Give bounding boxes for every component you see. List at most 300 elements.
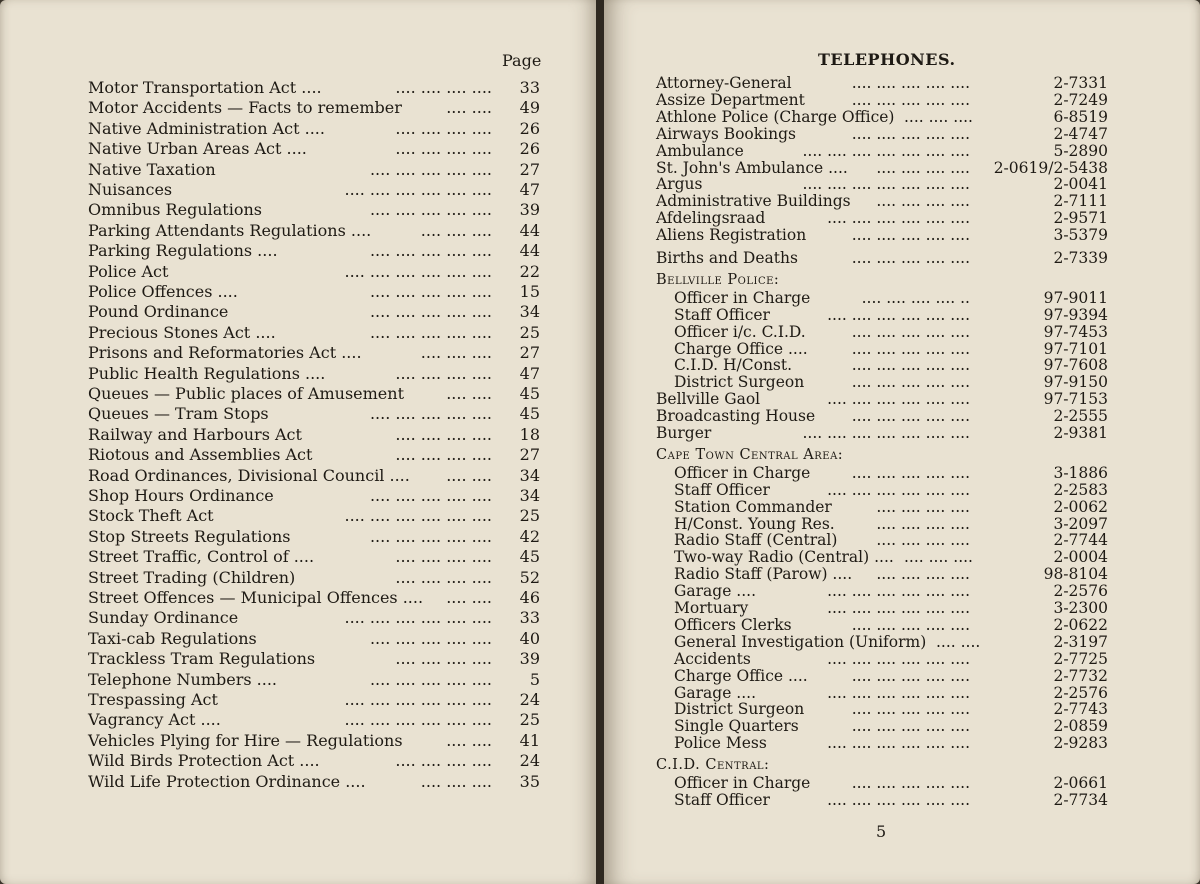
index-entry (88, 119, 540, 139)
telephone-entry-name: Charge Office .... (674, 666, 808, 685)
index-entry-leader: .... .... .... .... .... (369, 526, 492, 546)
telephone-entry-number: 3-1886 (1053, 463, 1108, 482)
telephone-entry-name: District Surgeon (674, 700, 805, 719)
index-entry-title: Native Urban Areas Act .... (88, 139, 307, 159)
telephone-entry-leader: .... .... .... .... .. (861, 288, 970, 307)
telephone-entry (656, 227, 1108, 244)
telephone-entry-number: 2-7249 (1053, 90, 1108, 109)
index-entry-leader: .... .... .... (420, 771, 492, 791)
index-entry-page: 33 (519, 78, 540, 97)
index-entry-title: Shop Hours Ordinance (88, 486, 274, 505)
index-entry-title: Sunday Ordinance (88, 608, 239, 628)
index-entry-title: Precious Stones Act .... (88, 322, 276, 342)
telephone-entry-leader: .... .... .... .... .... (851, 463, 970, 482)
telephone-entry-number: 2-3197 (1053, 632, 1108, 651)
index-entry-page: 25 (519, 322, 540, 342)
telephone-entry (674, 617, 1108, 634)
index-entry-title: Trespassing Act (88, 690, 218, 709)
telephone-entry-number: 2-7331 (1053, 74, 1108, 92)
index-entry-title: Railway and Harbours Act (88, 424, 302, 444)
telephone-entry-leader: .... .... .... .... (876, 531, 970, 550)
index-entry (88, 343, 540, 363)
index-entry (88, 221, 540, 241)
index-entry-leader: .... .... .... .... .... (369, 159, 492, 179)
telephone-entry-leader: .... .... .... (904, 548, 973, 567)
telephone-entry (674, 583, 1108, 600)
index-entry-page: 41 (519, 730, 540, 750)
telephone-entry-number: 97-7608 (1043, 356, 1108, 375)
index-entry (88, 588, 540, 608)
index-entry-leader: .... .... .... .... .... (369, 486, 492, 505)
telephone-entry-leader: .... .... .... .... .... (851, 356, 970, 375)
telephone-entry-name: Radio Staff (Parow) .... (674, 565, 853, 584)
index-entry-page: 45 (519, 547, 540, 567)
index-entry-title: Omnibus Regulations (88, 200, 262, 220)
telephone-entry-name: Ambulance (656, 141, 744, 160)
telephone-entry-leader: .... .... .... .... .... .... (827, 582, 970, 601)
telephone-entry (674, 374, 1108, 391)
index-entry (88, 649, 540, 669)
telephone-entry-leader: .... .... .... .... .... (851, 226, 970, 245)
page-number: 5 (876, 822, 887, 841)
telephone-entry-number: 97-9011 (1043, 288, 1108, 307)
telephone-entry (656, 408, 1108, 425)
index-entry-leader: .... .... .... .... (395, 567, 492, 587)
index-entry-title: Native Administration Act .... (88, 118, 325, 138)
telephone-entry-number: 2-9571 (1053, 209, 1108, 228)
index-entry-leader: .... .... .... .... .... (369, 669, 492, 689)
telephone-entry-name: Two-way Radio (Central) .... (674, 548, 894, 567)
telephone-entry-number: 2-0062 (1053, 497, 1108, 516)
index-entry-page: 5 (529, 669, 540, 689)
telephone-entry-number: 2-7732 (1053, 666, 1108, 685)
index-entry-title: Parking Attendants Regulations .... (88, 220, 372, 240)
telephone-entry-leader: .... .... .... .... .... (851, 322, 970, 341)
index-entry-page: 45 (519, 384, 540, 403)
telephone-entry-name: Aliens Registration (656, 226, 807, 245)
index-entry-page: 34 (519, 302, 540, 322)
telephone-entry-number: 98-8104 (1043, 565, 1108, 584)
index-entry (88, 384, 540, 404)
telephone-entry-leader: .... .... .... .... (876, 514, 970, 533)
index-entry-title: Vagrancy Act .... (88, 710, 221, 730)
telephone-entry (674, 634, 1108, 651)
telephone-entry (656, 109, 1108, 126)
telephone-entry (656, 92, 1108, 109)
index-entry-leader: .... .... .... .... (395, 363, 492, 383)
telephone-entry-number: 2-0004 (1053, 548, 1108, 567)
index-entry-leader: .... .... .... .... .... (369, 404, 492, 424)
telephone-entry-leader: .... .... .... (904, 107, 973, 126)
telephone-entry-number: 2-7743 (1053, 700, 1108, 719)
telephone-entry-leader: .... .... .... .... (876, 158, 970, 177)
telephone-entry (674, 600, 1108, 617)
index-entry-leader: .... .... .... .... (395, 751, 492, 771)
index-entry-page: 52 (519, 567, 540, 587)
telephone-entry-number: 2-0661 (1053, 774, 1108, 792)
index-entry-title: Wild Birds Protection Act .... (88, 751, 320, 771)
telephone-entry-leader: .... .... .... .... .... (851, 124, 970, 143)
telephone-entry-name: Airways Bookings (656, 124, 796, 143)
index-entry (88, 282, 540, 302)
index-entry-page: 27 (519, 343, 540, 363)
telephone-entry (656, 250, 1108, 267)
telephone-entry-leader: .... .... .... .... .... (851, 339, 970, 358)
telephone-entry-leader: .... .... .... .... .... .... (827, 683, 970, 702)
index-entry (88, 200, 540, 220)
index-entry-leader: .... .... .... .... .... .... (344, 180, 492, 199)
telephones-title: TELEPHONES. (818, 50, 956, 69)
telephone-entry (674, 532, 1108, 549)
index-entry (88, 751, 540, 771)
index-entry-leader: .... .... .... .... .... (369, 322, 492, 342)
index-entry-page: 35 (519, 771, 540, 791)
telephone-entry-leader: .... .... .... .... .... (851, 373, 970, 392)
index-entry-leader: .... .... .... .... .... (369, 200, 492, 220)
telephone-entry-leader: .... .... .... .... .... .... (827, 790, 970, 809)
section-heading: Cape Town Central Area: (656, 446, 844, 463)
left-page (0, 0, 598, 884)
index-entry-page: 45 (519, 404, 540, 424)
index-entry (88, 262, 540, 282)
index-entry-page: 25 (519, 506, 540, 526)
index-entry-title: Stop Streets Regulations (88, 526, 291, 546)
telephone-entry-name: Administrative Buildings (656, 192, 851, 211)
index-entry-leader: .... .... .... .... .... .... (344, 506, 492, 526)
index-entry (88, 139, 540, 159)
index-entry (88, 629, 540, 649)
index-entry-title: Riotous and Assemblies Act (88, 445, 313, 465)
index-entry (88, 710, 540, 730)
index-entry-title: Taxi-cab Regulations (88, 628, 257, 648)
telephone-entry-name: Bellville Gaol (656, 390, 761, 409)
index-entry-leader: .... .... .... .... (395, 424, 492, 444)
telephone-entry-number: 2-0859 (1053, 717, 1108, 736)
telephone-entry-name: Athlone Police (Charge Office) (656, 107, 895, 126)
index-entry-page: 26 (519, 118, 540, 138)
telephone-entry-name: Officer in Charge (674, 463, 811, 482)
telephone-entry-number: 2-0619/2-5438 (993, 158, 1108, 177)
index-entry-title: Police Offences .... (88, 282, 238, 301)
telephone-entry (674, 290, 1108, 307)
telephone-entry-name: C.I.D. H/Const. (674, 356, 793, 375)
telephone-entry-leader: .... .... .... .... .... (851, 407, 970, 426)
telephone-entry-number: 3-2097 (1053, 514, 1108, 533)
telephone-entry-name: Broadcasting House (656, 407, 816, 426)
telephone-entry-leader: .... .... .... .... .... (851, 615, 970, 634)
index-entry-leader: .... .... .... .... .... (369, 628, 492, 648)
index-entry-leader: .... .... .... .... .... .... (344, 608, 492, 628)
telephone-entry (674, 482, 1108, 499)
index-entry-title: Vehicles Plying for Hire — Regulations (88, 730, 403, 750)
telephone-entry-number: 2-4747 (1053, 124, 1108, 143)
index-entry-title: Nuisances (88, 180, 173, 199)
telephone-entry-number: 2-7744 (1053, 531, 1108, 550)
telephone-entry (674, 516, 1108, 533)
telephone-entry-name: Afdelingsraad (656, 209, 766, 228)
index-entry-page: 27 (519, 159, 540, 179)
telephone-entry (674, 549, 1108, 566)
telephone-entry (656, 126, 1108, 143)
index-entry-title: Queues — Public places of Amusement (88, 384, 404, 403)
index-entry-leader: .... .... .... .... .... (369, 282, 492, 301)
telephone-entry-leader: .... .... .... .... .... (851, 666, 970, 685)
telephone-entry-leader: .... .... .... .... .... .... (827, 599, 970, 617)
telephone-entry-leader: .... .... .... .... .... (851, 249, 970, 267)
index-entry-title: Police Act (88, 261, 169, 281)
index-entry (88, 241, 540, 261)
index-entry-leader: .... .... .... (420, 220, 492, 240)
telephone-entry-leader: .... .... .... .... .... .... (827, 305, 970, 324)
telephone-entry-number: 97-9394 (1043, 305, 1108, 324)
index-entry-leader: .... .... .... .... .... .... (344, 710, 492, 730)
index-entry-page: 42 (519, 526, 540, 546)
index-entry-title: Stock Theft Act (88, 506, 214, 526)
telephone-entry-name: H/Const. Young Res. (674, 514, 835, 533)
index-entry-leader: .... .... (446, 98, 492, 118)
index-entry (88, 568, 540, 588)
telephone-entry-name: Officers Clerks (674, 615, 792, 634)
index-entry (88, 364, 540, 384)
index-entry-page: 39 (519, 200, 540, 220)
telephone-entry-leader: .... .... .... .... .... .... (827, 480, 970, 499)
telephone-entry-leader: .... .... .... .... .... .... (827, 390, 970, 409)
telephone-entry-number: 2-7734 (1053, 790, 1108, 809)
telephone-entry-name: Attorney-General (656, 74, 792, 92)
index-entry-leader: .... .... .... .... .... (369, 241, 492, 261)
telephone-entry-number: 2-9381 (1053, 424, 1108, 442)
telephone-entry-number: 2-2583 (1053, 480, 1108, 499)
telephone-entry-number: 97-7453 (1043, 322, 1108, 341)
telephone-entry-name: District Surgeon (674, 373, 805, 392)
telephone-entry (674, 792, 1108, 809)
telephone-entry (656, 143, 1108, 160)
index-entry (88, 323, 540, 343)
telephone-entry (674, 651, 1108, 668)
index-entry-title: Motor Transportation Act .... (88, 78, 322, 97)
telephone-entry (674, 357, 1108, 374)
telephone-entry-name: St. John's Ambulance .... (656, 158, 848, 177)
telephone-entry-number: 2-2555 (1053, 407, 1108, 426)
telephone-entry (656, 425, 1108, 442)
index-entry (88, 690, 540, 710)
telephone-entry-name: Police Mess (674, 734, 767, 753)
index-entry-page: 22 (519, 261, 540, 281)
telephone-entry-name: Single Quarters (674, 717, 799, 736)
index-entry-page: 15 (519, 282, 540, 301)
telephone-entry (656, 210, 1108, 227)
index-entry (88, 425, 540, 445)
telephone-entry-name: Radio Staff (Central) (674, 531, 838, 550)
index-entry-title: Public Health Regulations .... (88, 363, 326, 383)
index-entry-leader: .... .... .... (420, 343, 492, 363)
index-entry (88, 98, 540, 118)
index-entry (88, 180, 540, 200)
telephone-entry (674, 499, 1108, 516)
index-entry (88, 506, 540, 526)
telephone-entry-number: 2-7111 (1053, 192, 1108, 211)
telephone-entry (656, 176, 1108, 193)
telephone-entry-name: Charge Office .... (674, 339, 808, 358)
index-entry-leader: .... .... .... .... (395, 547, 492, 567)
telephone-entry-name: Garage .... (674, 683, 757, 702)
index-entry (88, 404, 540, 424)
telephone-entry (656, 75, 1108, 92)
telephone-entry-name: Staff Officer (674, 790, 770, 809)
telephone-entry (674, 701, 1108, 718)
telephone-entry-name: General Investigation (Uniform) (674, 632, 927, 651)
telephone-entry-name: Garage .... (674, 582, 757, 601)
index-entry-leader: .... .... .... .... (395, 78, 492, 97)
telephone-entry-name: Burger (656, 424, 712, 442)
index-entry-leader: .... .... .... .... (395, 649, 492, 669)
telephone-entry-name: Births and Deaths (656, 249, 798, 267)
index-entry (88, 608, 540, 628)
telephone-entry-leader: .... .... (936, 632, 981, 651)
telephone-entry (674, 341, 1108, 358)
telephone-entry-leader: .... .... .... .... .... .... (827, 734, 970, 753)
telephone-entry-leader: .... .... .... .... .... .... (827, 209, 970, 228)
telephone-entry-leader: .... .... .... .... .... (851, 717, 970, 736)
index-entry (88, 302, 540, 322)
index-entry-leader: .... .... (446, 588, 492, 607)
index-entry-title: Motor Accidents — Facts to remember (88, 98, 402, 118)
index-entry-page: 39 (519, 649, 540, 669)
index-entry-page: 47 (519, 180, 540, 199)
index-entry-page: 49 (519, 98, 540, 118)
index-entry-title: Prisons and Reformatories Act .... (88, 343, 362, 363)
index-entry-title: Road Ordinances, Divisional Council .... (88, 465, 410, 485)
telephone-entry-number: 2-2576 (1053, 683, 1108, 702)
telephone-entry-leader: .... .... .... .... .... .... (827, 649, 970, 668)
index-entry-title: Telephone Numbers .... (88, 669, 277, 689)
index-entry (88, 466, 540, 486)
index-entry (88, 547, 540, 567)
telephone-entry-leader: .... .... .... .... .... (851, 700, 970, 719)
telephone-entry (656, 391, 1108, 408)
telephone-entry-number: 2-7725 (1053, 649, 1108, 668)
index-entry-page: 24 (519, 690, 540, 709)
index-entry-leader: .... .... .... .... (395, 445, 492, 465)
telephone-entry-number: 3-2300 (1053, 599, 1108, 617)
telephone-entry (674, 775, 1108, 792)
telephone-entry-leader: .... .... .... .... .... .... .... (802, 141, 970, 160)
index-entry (88, 527, 540, 547)
telephone-entry-number: 6-8519 (1053, 107, 1108, 126)
telephone-entry-name: Accidents (674, 649, 751, 668)
telephone-entry (656, 160, 1108, 177)
index-entry-title: Pound Ordinance (88, 302, 229, 322)
telephone-entry-leader: .... .... .... .... .... .... .... (802, 175, 970, 194)
index-entry-leader: .... .... (446, 730, 492, 750)
index-entry (88, 486, 540, 506)
telephone-entry-leader: .... .... .... .... (876, 497, 970, 516)
telephone-entry (674, 685, 1108, 702)
telephone-entry (674, 718, 1108, 735)
index-entry-title: Street Offences — Municipal Offences .... (88, 588, 424, 607)
telephone-entry-number: 3-5379 (1053, 226, 1108, 245)
telephone-entry-number: 5-2890 (1053, 141, 1108, 160)
index-entry-page: 44 (519, 220, 540, 240)
index-entry-leader: .... .... (446, 465, 492, 485)
telephone-entry-name: Staff Officer (674, 480, 770, 499)
index-entry-page: 40 (519, 628, 540, 648)
telephone-entry (674, 324, 1108, 341)
telephone-entry-number: 97-9150 (1043, 373, 1108, 392)
telephone-entry-number: 2-7339 (1053, 249, 1108, 267)
index-entry-leader: .... .... .... .... (395, 139, 492, 159)
telephone-entry-leader: .... .... .... .... .... (851, 74, 970, 92)
index-entry-title: Parking Regulations .... (88, 241, 278, 261)
index-entry (88, 772, 540, 792)
telephone-entry (674, 735, 1108, 752)
telephone-entry-name: Staff Officer (674, 305, 770, 324)
telephone-entry (674, 307, 1108, 324)
page-column-header: Page (502, 51, 542, 70)
index-entry-title: Native Taxation (88, 159, 216, 179)
telephone-entry-leader: .... .... .... .... .... (851, 90, 970, 109)
index-entry-page: 26 (519, 139, 540, 159)
telephone-entry-number: 97-7153 (1043, 390, 1108, 409)
index-entry-leader: .... .... .... .... .... .... (344, 690, 492, 709)
telephone-entry-name: Officer in Charge (674, 774, 811, 792)
telephone-entry-name: Assize Department (656, 90, 805, 109)
index-entry-page: 46 (519, 588, 540, 607)
index-entry-page: 18 (519, 424, 540, 444)
telephone-entry-name: Officer in Charge (674, 288, 811, 307)
telephone-entry-number: 2-9283 (1053, 734, 1108, 753)
telephone-entry-leader: .... .... .... .... .... .... .... (802, 424, 970, 442)
index-entry-leader: .... .... (446, 384, 492, 403)
telephone-entry-name: Mortuary (674, 599, 749, 617)
index-entry-title: Street Trading (Children) (88, 567, 296, 587)
index-entry-title: Wild Life Protection Ordinance .... (88, 771, 366, 791)
index-entry-page: 27 (519, 445, 540, 465)
index-entry-leader: .... .... .... .... .... (369, 302, 492, 322)
index-entry-page: 34 (519, 465, 540, 485)
telephone-entry-name: Officer i/c. C.I.D. (674, 322, 806, 341)
index-entry-page: 44 (519, 241, 540, 261)
telephone-entry-name: Station Commander (674, 497, 832, 516)
section-heading: Bellville Police: (656, 271, 780, 288)
index-entry-title: Queues — Tram Stops (88, 404, 269, 424)
telephone-entry-leader: .... .... .... .... (876, 565, 970, 584)
index-entry-title: Trackless Tram Regulations (88, 649, 316, 669)
telephone-entry-number: 2-2576 (1053, 582, 1108, 601)
telephone-entry (674, 465, 1108, 482)
section-heading: C.I.D. Central: (656, 757, 770, 774)
index-entry (88, 670, 540, 690)
telephone-entry-leader: .... .... .... .... (876, 192, 970, 211)
index-entry-title: Street Traffic, Control of .... (88, 547, 315, 567)
telephone-entry-name: Argus (656, 175, 703, 194)
index-entry (88, 731, 540, 751)
index-entry-page: 33 (519, 608, 540, 628)
right-page (604, 0, 1200, 884)
telephone-entry (656, 193, 1108, 210)
index-entry-leader: .... .... .... .... (395, 118, 492, 138)
telephone-entry-number: 2-0622 (1053, 615, 1108, 634)
telephone-entry-leader: .... .... .... .... .... (851, 774, 970, 792)
telephone-entry (674, 566, 1108, 583)
index-entry-page: 47 (519, 363, 540, 383)
telephone-entry-number: 97-7101 (1043, 339, 1108, 358)
index-entry-leader: .... .... .... .... .... .... (344, 261, 492, 281)
index-entry-page: 25 (519, 710, 540, 730)
telephone-entry (674, 668, 1108, 685)
telephone-entry-number: 2-0041 (1053, 175, 1108, 194)
index-entry (88, 78, 540, 98)
